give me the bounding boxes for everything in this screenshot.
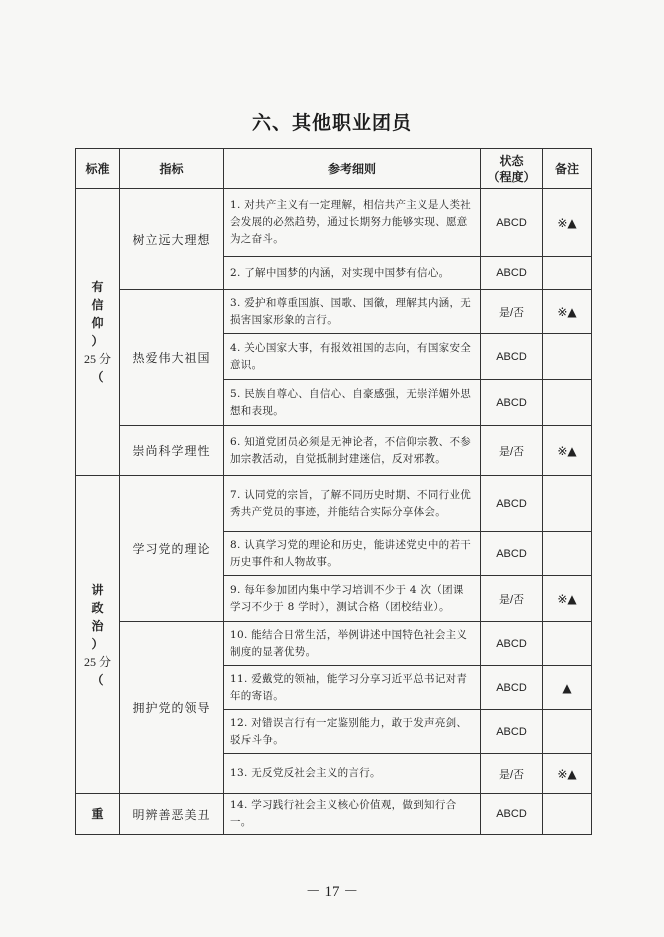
note-cell [543,476,592,532]
table-row [76,189,592,257]
table-row [76,794,592,835]
header-indicator: 指标 [120,149,224,189]
detail-cell: 9. 每年参加团内集中学习培训不少于 4 次（团课学习不少于 8 学时），测试合格（团校结业）。 [224,576,481,622]
status-cell: ABCD [481,189,543,257]
note-cell: ※▲ [543,576,592,622]
detail-cell: 4. 关心国家大事，有报效祖国的志向，有国家安全意识。 [224,334,481,380]
indicator-cell: 学习党的理论 [120,476,224,622]
status-cell: ABCD [481,380,543,426]
standard-char: 治 [91,618,104,633]
note-cell [543,334,592,380]
table-row [76,426,592,476]
header-status-line1: 状态 [499,153,524,168]
status-cell: ABCD [481,794,543,835]
note-cell [543,622,592,666]
detail-cell: 2. 了解中国梦的内涵，对实现中国梦有信心。 [224,257,481,290]
standard-char: 讲 [91,582,104,597]
status-cell: ABCD [481,666,543,710]
table-row [76,290,592,334]
evaluation-table [75,148,592,835]
table-row [76,476,592,532]
header-status-line2: （程度） [487,169,536,184]
indicator-cell: 拥护党的领导 [120,622,224,794]
detail-cell: 11. 爱戴党的领袖，能学习分享习近平总书记对青年的寄语。 [224,666,481,710]
page-number: － 17 － [305,884,359,900]
note-cell [543,257,592,290]
detail-cell: 5. 民族自尊心、自信心、自豪感强，无崇洋媚外思想和表现。 [224,380,481,426]
note-cell: ▲ [543,666,592,710]
header-notes: 备注 [543,149,592,189]
detail-cell: 1. 对共产主义有一定理解，相信共产主义是人类社会发展的必然趋势，通过长期努力能够实现、愿意为之奋斗。 [224,189,481,257]
status-cell: ABCD [481,257,543,290]
detail-cell: 10. 能结合日常生活，举例讲述中国特色社会主义制度的显著优势。 [224,622,481,666]
detail-cell: 7. 认同党的宗旨，了解不同历史时期、不同行业优秀共产党员的事迹，并能结合实际分享体会。 [224,476,481,532]
note-cell: ※▲ [543,426,592,476]
status-cell: ABCD [481,622,543,666]
status-cell: ABCD [481,476,543,532]
header-standard: 标准 [76,149,120,189]
standard-cell-belief [76,189,120,476]
status-cell: 是/否 [481,754,543,794]
detail-cell: 13. 无反党反社会主义的言行。 [224,754,481,794]
indicator-cell: 明辨善恶美丑 [120,794,224,835]
header-status [481,149,543,189]
standard-char: 重 [91,807,104,821]
note-cell: ※▲ [543,189,592,257]
note-cell: ※▲ [543,754,592,794]
standard-char: （ [91,370,104,384]
standard-cell-politics [76,476,120,794]
standard-char: 信 [91,298,104,312]
note-cell: ※▲ [543,290,592,334]
standard-score: 25 分 [83,654,111,669]
standard-char: （ [91,672,104,687]
indicator-cell: 树立远大理想 [120,189,224,290]
detail-cell: 3. 爱护和尊重国旗、国歌、国徽，理解其内涵，无损害国家形象的言行。 [224,290,481,334]
status-cell: ABCD [481,532,543,576]
table-header-row [76,149,592,189]
status-cell: ABCD [481,334,543,380]
detail-cell: 12. 对错误言行有一定鉴别能力，敢于发声亮剑、驳斥斗争。 [224,710,481,754]
standard-score: 25 分 [83,352,111,366]
standard-char: ） [91,636,104,651]
status-cell: 是/否 [481,576,543,622]
standard-char: 有 [91,280,104,294]
page-title: 六、其他职业团员 [251,112,412,134]
detail-cell: 8. 认真学习党的理论和历史，能讲述党史中的若干历史事件和人物故事。 [224,532,481,576]
header-details: 参考细则 [224,149,481,189]
standard-char: 仰 [91,316,104,330]
status-cell: 是/否 [481,426,543,476]
status-cell: 是/否 [481,290,543,334]
indicator-cell: 热爱伟大祖国 [120,290,224,426]
detail-cell: 14. 学习践行社会主义核心价值观，做到知行合一。 [224,794,481,835]
standard-char: ） [91,334,104,348]
standard-cell-ethics [76,794,120,835]
indicator-cell: 崇尚科学理性 [120,426,224,476]
note-cell [543,710,592,754]
standard-char: 政 [91,600,104,615]
note-cell [543,532,592,576]
note-cell [543,380,592,426]
status-cell: ABCD [481,710,543,754]
note-cell [543,794,592,835]
detail-cell: 6. 知道党团员必须是无神论者，不信仰宗教、不参加宗教活动，自觉抵制封建迷信，反对邪教。 [224,426,481,476]
table-row [76,622,592,666]
